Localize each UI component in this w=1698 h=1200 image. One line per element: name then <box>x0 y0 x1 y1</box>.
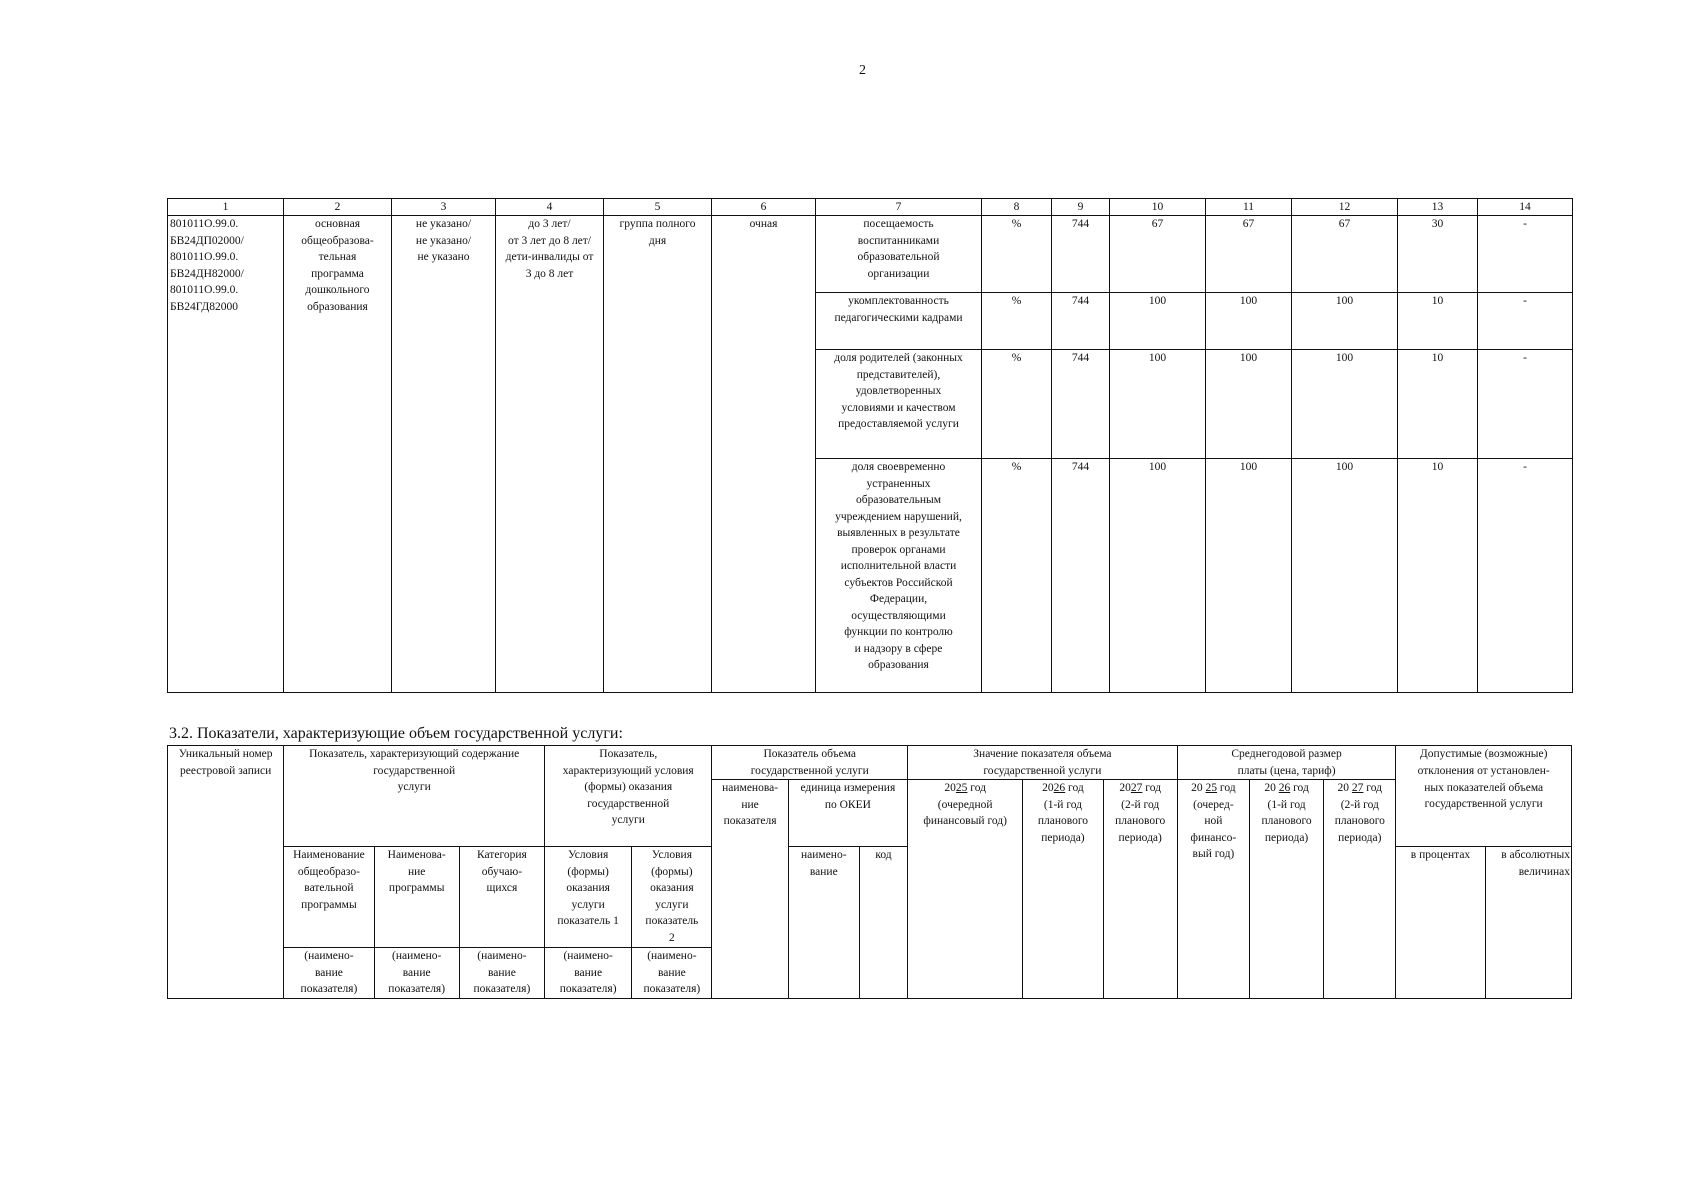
category-cell: до 3 лет/ от 3 лет до 8 лет/ дети-инвалиды от 3 до 8 лет <box>496 216 604 693</box>
deviation-abs-cell: - <box>1478 293 1573 350</box>
column-number: 9 <box>1052 199 1110 216</box>
unit-code-header: код <box>859 847 907 999</box>
column-number: 3 <box>392 199 496 216</box>
deviation-percent-cell: 10 <box>1398 459 1478 693</box>
value-2026-cell: 100 <box>1206 459 1292 693</box>
column-number: 4 <box>496 199 604 216</box>
value-2027-cell: 100 <box>1292 459 1398 693</box>
section-title: 3.2. Показатели, характеризующие объем государственной услуги: <box>169 725 623 742</box>
column-number: 8 <box>982 199 1052 216</box>
unit-name-header: наимено- вание <box>788 847 859 999</box>
value-2026-cell: 100 <box>1206 350 1292 459</box>
value-2025-cell: 100 <box>1110 350 1206 459</box>
okei-cell: 744 <box>1052 350 1110 459</box>
deviation-percent-cell: 30 <box>1398 216 1478 293</box>
sub-category-header: Категория обучаю- щихся <box>459 847 544 948</box>
program-cell: основная общеобразова- тельная программа дошкольного образования <box>284 216 392 693</box>
okei-cell: 744 <box>1052 216 1110 293</box>
sub-condition-2-header: Условия (формы) оказания услуги показатель 2 <box>632 847 712 948</box>
column-number: 1 <box>168 199 284 216</box>
fee-year-1-header: 20 25 год (очеред- ной финансо- вый год) <box>1177 780 1249 999</box>
value-2026-cell: 67 <box>1206 216 1292 293</box>
deviation-percent-header: в процентах <box>1396 847 1485 999</box>
note-cell: (наимено- вание показателя) <box>374 948 459 999</box>
value-2026-cell: 100 <box>1206 293 1292 350</box>
sub-program-name-header: Наименова- ние программы <box>374 847 459 948</box>
stay-mode-cell: группа полного дня <box>604 216 712 693</box>
registry-code-cell: 801011О.99.0. БВ24ДП02000/ 801011О.99.0. БВ24ДН82000/ 801011О.99.0. БВ24ГД82000 <box>168 216 284 693</box>
value-2027-cell: 100 <box>1292 293 1398 350</box>
note-cell: (наимено- вание показателя) <box>545 948 632 999</box>
table-row <box>168 216 1573 293</box>
registry-number-header: Уникальный номер реестровой записи <box>168 746 284 999</box>
column-number: 2 <box>284 199 392 216</box>
value-2027-cell: 100 <box>1292 350 1398 459</box>
okei-cell: 744 <box>1052 459 1110 693</box>
form-cell: очная <box>712 216 816 693</box>
deviation-abs-cell: - <box>1478 216 1573 293</box>
value-2025-cell: 100 <box>1110 459 1206 693</box>
note-cell: (наимено- вание показателя) <box>632 948 712 999</box>
unit-okei-header: единица измерения по ОКЕИ <box>788 780 907 847</box>
content-indicator-header: Показатель, характеризующий содержание государственной услуги <box>284 746 545 847</box>
indicator-name-cell: доля своевременно устраненных образовательным учреждением нарушений, выявленных в результате проверок органами исполнительной власти субъектов Российской Федерации, осуществляющими функции по контролю и надзору в сфере образования <box>816 459 982 693</box>
note-cell: (наимено- вание показателя) <box>459 948 544 999</box>
column-number: 6 <box>712 199 816 216</box>
value-2027-cell: 67 <box>1292 216 1398 293</box>
volume-year-1-header: 2025 год (очередной финансовый год) <box>908 780 1023 999</box>
column-number: 13 <box>1398 199 1478 216</box>
unit-cell: % <box>982 293 1052 350</box>
value-2025-cell: 67 <box>1110 216 1206 293</box>
deviation-abs-header: в абсолютных величинах <box>1485 847 1571 999</box>
program-name-cell: не указано/ не указано/ не указано <box>392 216 496 693</box>
value-2025-cell: 100 <box>1110 293 1206 350</box>
column-number: 14 <box>1478 199 1573 216</box>
column-number: 11 <box>1206 199 1292 216</box>
column-number: 5 <box>604 199 712 216</box>
okei-cell: 744 <box>1052 293 1110 350</box>
volume-value-header: Значение показателя объема государственной услуги <box>908 746 1178 780</box>
column-number: 7 <box>816 199 982 216</box>
unit-cell: % <box>982 216 1052 293</box>
deviation-header-cont: ных показателей объема государственной услуги <box>1396 780 1572 847</box>
indicator-name-header: наименова- ние показателя <box>712 780 788 999</box>
header-row-1 <box>168 746 1572 780</box>
volume-indicator-header: Показатель объема государственной услуги <box>712 746 908 780</box>
fee-year-2-header: 20 26 год (1-й год планового периода) <box>1249 780 1323 999</box>
unit-cell: % <box>982 350 1052 459</box>
sub-program-header: Наименование общеобразо- вательной программы <box>284 847 374 948</box>
deviation-abs-cell: - <box>1478 350 1573 459</box>
indicator-name-cell: посещаемость воспитанниками образовательной организации <box>816 216 982 293</box>
quality-indicators-table <box>167 198 1573 693</box>
indicator-name-cell: укомплектованность педагогическими кадрами <box>816 293 982 350</box>
note-cell: (наимено- вание показателя) <box>284 948 374 999</box>
volume-indicators-table <box>167 745 1572 999</box>
column-number-row <box>168 199 1573 216</box>
fee-year-3-header: 20 27 год (2-й год планового периода) <box>1324 780 1396 999</box>
deviation-header: Допустимые (возможные) отклонения от установлен- <box>1396 746 1572 780</box>
deviation-abs-cell: - <box>1478 459 1573 693</box>
unit-cell: % <box>982 459 1052 693</box>
volume-year-3-header: 2027 год (2-й год планового периода) <box>1103 780 1177 999</box>
column-number: 12 <box>1292 199 1398 216</box>
sub-condition-1-header: Условия (формы) оказания услуги показатель 1 <box>545 847 632 948</box>
conditions-indicator-header: Показатель, характеризующий условия (формы) оказания государственной услуги <box>545 746 712 847</box>
deviation-percent-cell: 10 <box>1398 350 1478 459</box>
indicator-name-cell: доля родителей (законных представителей), удовлетворенных условиями и качеством предоставляемой услуги <box>816 350 982 459</box>
volume-year-2-header: 2026 год (1-й год планового периода) <box>1023 780 1103 999</box>
page-number: 2 <box>859 63 866 78</box>
average-fee-header: Среднегодовой размер платы (цена, тариф) <box>1177 746 1396 780</box>
column-number: 10 <box>1110 199 1206 216</box>
deviation-percent-cell: 10 <box>1398 293 1478 350</box>
